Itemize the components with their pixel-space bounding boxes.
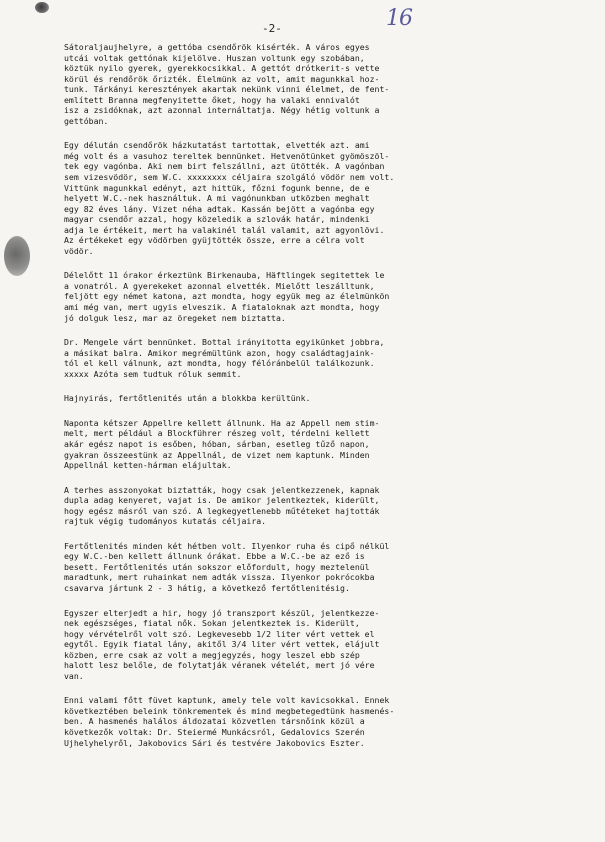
text-line: köztük nyilo gyerek, gyerekkocsikkal. A gettót drótkerit-s vette [64, 63, 380, 74]
text-line: Enni valami főtt füvet kaptunk, amely tele volt kavicsokkal. Ennek [64, 695, 390, 706]
text-line: rajtuk végig tudományos kutatás céljaira. [64, 516, 267, 527]
text-line: Az értékeket egy vödörben gyüjtötték össze, erre a célra volt [64, 235, 365, 246]
text-line: helyett W.C.-nek használtuk. A mi vagónunkban utközben meghalt [64, 193, 370, 204]
text-line: melt, mert például a Blockführer részeg volt, térdelni kellett [64, 428, 370, 439]
text-line: van. [64, 670, 84, 681]
text-line: Ujhelyhelyről, Jakobovics Sári és testvére Jakobovics Eszter. [64, 737, 365, 748]
text-line: ben. A hasmenés halálos áldozatai közvetlen társnőink közül a [64, 716, 365, 727]
paragraph [64, 695, 564, 748]
text-line: hogy vérvételről volt szó. Legkevesebb 1/2 liter vért vettek el [64, 628, 375, 639]
text-line: dupla adag kenyeret, vajat is. De amikor jelentkeztek, kiderült, [64, 495, 380, 506]
page-number: -2- [262, 22, 282, 35]
text-line: Appellnál ketten-hárman elájultak. [64, 460, 232, 471]
paragraph [64, 337, 564, 379]
text-line: körül és rendőrök őrizték. Élelmünk az volt, amit magunkkal hoz- [64, 73, 380, 84]
text-line: halott lesz belőle, de folytatják véranek vételét, mert jó vére [64, 660, 375, 671]
document-body [64, 42, 564, 762]
text-line: tól el kell válnunk, azt mondta, hogy félóránbelül találkozunk. [64, 358, 375, 369]
text-line: jó dolguk lesz, mar az öregeket nem biztatta. [64, 312, 286, 323]
text-line: hogy egész másról van szó. A legkegyetlenebb műtéteket hajtották [64, 505, 380, 516]
text-line: xxxxx Azóta sem tudtuk róluk semmit. [64, 368, 242, 379]
paragraph [64, 485, 564, 527]
text-line: a vonatról. A gyerekeket azonnal elvették. Mielőtt leszálltunk, [64, 280, 375, 291]
text-line: gettóban. [64, 115, 109, 126]
text-line: gyakran összeestünk az Appellnál, de vizet nem kaptunk. Minden [64, 449, 370, 460]
punch-hole-top [35, 2, 49, 13]
text-line: egytől. Egyik fiatal lány, akitől 3/4 liter vért vettek, elájult [64, 639, 380, 650]
text-line: tek egy vagónba. Aki nem birt felszállni, azt ütötték. A vagónban [64, 161, 385, 172]
paragraph [64, 393, 564, 404]
text-line: magyar csendőr azzal, hogy közeledik a szlovák határ, mindenki [64, 214, 370, 225]
paragraph [64, 418, 564, 471]
text-line: ami még van, mert ugyis elveszik. A fiataloknak azt mondta, hogy [64, 302, 380, 313]
text-line: nek egészséges, fiatal nők. Sokan jelentkeztek is. Kiderült, [64, 618, 360, 629]
text-line: Naponta kétszer Appellre kellett állnunk. Ha az Appell nem stim- [64, 417, 380, 428]
text-line: Fertőtlenités minden két hétben volt. Ilyenkor ruha és cipő nélkül [64, 540, 390, 551]
text-line: egy W.C.-ben kellett állnunk órákat. Ebbe a W.C.-be az ező is [64, 551, 365, 562]
text-line: a másikat balra. Amikor megrémültünk azon, hogy családtagjaink- [64, 347, 375, 358]
punch-hole-middle [4, 236, 30, 276]
text-line: maradtunk, mert ruhainkat nem adták vissza. Ilyenkor pokrócokba [64, 572, 375, 583]
text-line: utcái voltak gettónak kijelölve. Huszan voltunk egy szobában, [64, 52, 365, 63]
text-line: A terhes asszonyokat biztatták, hogy csak jelentkezzenek, kapnak [64, 484, 380, 495]
text-line: egy 82 éves lány. Vizet néha adtak. Kassán bejött a vagónba egy [64, 203, 375, 214]
paragraph [64, 140, 564, 256]
text-line: feljött egy német katona, azt mondta, hogy együk meg az élelmünkön [64, 291, 390, 302]
text-line: adja le értékeit, mert ha valakinél talál valamit, azt agyonlövi. [64, 224, 385, 235]
text-line: csavarva jártunk 2 - 3 hátig, a következő fertőtlenitésig. [64, 582, 350, 593]
text-line: közben, erre csak az volt a megjegyzés, hogy leszel ebb szép [64, 649, 360, 660]
text-line: Hajnyirás, fertőtlenités után a blokkba kerültünk. [64, 393, 311, 404]
paragraph [64, 270, 564, 323]
text-line: említett Branna megfenyitette őket, hogy ha valaki ennivalót [64, 94, 360, 105]
text-line: sem vizesvödör, sem W.C. xxxxxxxx céljaira szolgáló vödör nem volt. [64, 172, 395, 183]
text-line: Egyszer elterjedt a hir, hogy jó transzport készül, jelentkezze- [64, 607, 380, 618]
text-line: akár egész napot is esőben, hóban, sárban, esetleg tűző napon, [64, 438, 370, 449]
paragraph [64, 541, 564, 594]
paragraph [64, 608, 564, 682]
text-line: még volt és a vasuhoz tereltek bennünket. Hetvenötünket gyömöszöl- [64, 150, 390, 161]
text-line: Vittünk magunkkal edényt, azt hittük, főzni fogunk benne, de e [64, 182, 370, 193]
text-line: Egy délután csendőrök házkutatást tartottak, elvették azt. ami [64, 140, 370, 151]
text-line: tunk. Tárkányi keresztények akartak nekünk vinni élelmet, de fent- [64, 84, 390, 95]
text-line: isz a zsidóknak, azt azonnal internáltatja. Négy hétig voltunk a [64, 105, 380, 116]
text-line: Sátoraljaujhelyre, a gettóba csendőrök kisérték. A város egyes [64, 42, 370, 52]
text-line: vödör. [64, 245, 94, 256]
paragraph [64, 42, 564, 126]
text-line: besett. Fertőtlenités után sokszor előfordult, hogy meztelenül [64, 561, 370, 572]
text-line: Dr. Mengele várt bennünket. Bottal irányitotta egyikünket jobbra, [64, 337, 385, 348]
text-line: Délelőtt 11 órakor érkeztünk Birkenauba, Häftlingek segitettek le [64, 270, 385, 281]
text-line: következők voltak: Dr. Steiermé Munkácsról, Gedalovics Szerén [64, 726, 365, 737]
text-line: következtében beleink tönkrementek és mind megbetegedtünk hasmenés- [64, 705, 395, 716]
handwritten-page-mark: 16 [386, 6, 412, 31]
